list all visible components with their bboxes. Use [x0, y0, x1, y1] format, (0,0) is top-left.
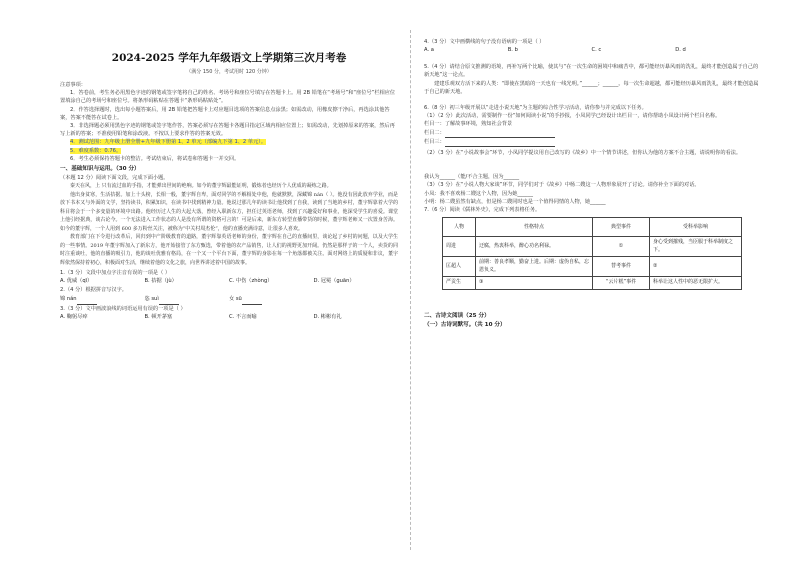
q4-options — [424, 46, 759, 55]
note-item-2: 2．作答选择题时，选出每小题答案后，用 2B 铅笔把答题卡上对应题目选项的答案信息点涂黑；如需改动，用橡皮擦干净后，再选涂其他答案，答案不能答在试卷上。 — [60, 106, 390, 121]
q4-option-c[interactable]: C. c — [591, 47, 602, 54]
q1-option-c[interactable]: C. 中伤（zhòng） — [229, 278, 273, 285]
q3-option-c[interactable]: C. 不言而喻 — [229, 313, 257, 320]
table-cell-answer[interactable]: ① — [593, 237, 650, 257]
q1-options — [60, 277, 398, 286]
exam-subtitle: （满分 150 分，考试用时 120 分钟） — [186, 69, 272, 75]
q7-table — [442, 217, 742, 290]
q3-options — [60, 313, 398, 322]
story-para-3: 教育部门在下令进行改革后，回归到中产阶级教育的道路，董宇辉靠英语老师的身份，董宇辉在自己的直播间里，谈论起了乡村的问题，以及大学生的一些事情。2019 年董宇辉加入了新东方，他开始接管了东方甄选，带着他的农产品销售，让人们的视野更加开阔。仍然是那样子的一个人，卖货的同时注重谈吐，他的直播的吸引力，他的谈吐优雅有格局，在一个又一个平台下面，董宇辉的身影在每一个角落都被关注。面对网络上的质疑和非议，董宇辉依然保持着初心，积极面对生活，继续着他的文化之旅，向世界讲述着中国的故事。 — [60, 234, 398, 266]
q2-blank-1[interactable] — [77, 295, 97, 305]
q2-blank-3[interactable] — [242, 295, 262, 305]
note-item-4 — [60, 138, 398, 146]
column-1: 栏目一：了解故事环境，熟知社会背景 — [424, 121, 513, 128]
note-item-1: 1．答卷前，考生务必用黑色字迹的钢笔或签字笔将自己的姓名、考场号和座位号填写在答题卡上。用 2B 铅笔在“考场号”和“座位号”栏相应位置填涂自己的考场号和座位号。将条形码粘贴在答题卡“条形码粘贴处”。 — [60, 90, 396, 105]
q3-option-a[interactable]: A. 鞠躬尽瘁 — [60, 313, 88, 320]
highlight-scope: 4．测试范围：九年级上册全册+九年级下册第 1、2 单元（部编九下第 1、2 单元）。 — [70, 139, 267, 146]
q5-line: 建建乐观双方活下来的人类：“即使在黑暗的一天也有一线光明。”______；______。每一次生命超越，都可能经历暴风雨洗礼，最终才能创造属于自己的新天地。 — [424, 80, 759, 95]
q2-blank-label-1: 锦 nán — [60, 295, 77, 302]
story-para-1: 秦天在风，上 只有流过血的手指，才能弹出世间的绝响。如今的董宇辉最能证明，锻炼者也经历个人优成的凝练之路。 — [70, 183, 332, 190]
note-item-5 — [60, 147, 398, 155]
q4-text: 4.（3 分）文中画横线的句子没有语病的一项是（ ） — [424, 39, 545, 45]
q2-blank-label-3: 女 sū — [229, 295, 242, 302]
table-cell: 科举让这人性中的恶无限扩大。 — [650, 277, 742, 290]
dialog-line-1[interactable]: 小凤：我不喜欢杨二嫂这个人物，因为她______ — [424, 190, 533, 197]
q6-1-text: （1）（2 分）此次活动，需要制作一份“如何阅读小说”的手抄报，小凤同学已经设计出栏目一，请你帮助小凤设计两个栏目名称。 — [424, 113, 721, 120]
q7-text: 7.（6 分）阅读《儒林外史》，完成下列表格任务。 — [424, 207, 541, 214]
table-header-row — [443, 218, 742, 237]
dialog-line-2[interactable]: 小明：杨二嫂虽然有缺点，但是杨二嫂同时也是一个值得同情的人物，她______ — [424, 198, 606, 205]
q6-2-text: （2）（3 分）在“小说故事会”环节，小凤同学提议用自己改写的《故乡》中一个情节讲述，但你认为他的方案不合主题，请说明你的看法。 — [424, 150, 742, 157]
column-3 — [424, 138, 759, 147]
exam-title: 2024-2025 学年九年级语文上学期第三次月考卷 — [111, 52, 347, 64]
table-cell-answer[interactable]: ② — [650, 257, 742, 277]
table-row — [443, 257, 742, 277]
q1-option-a[interactable]: A. 优威（qī） — [60, 278, 93, 285]
q6-3-text: （3）（3 分）在“小说人物大家谈”环节，同学们对于《故乡》中杨二嫂这一人物形象展开了讨论。请你补全下面的对话。 — [424, 182, 700, 189]
q2-text: 2.（4 分）根据拼音写汉字。 — [60, 287, 127, 294]
story-para-2: 他出身贫寒，生活拮据。加上十头榜，长相一般，董宇辉自卑，面对同学的不解相处中他，他就默默，深藏锦 nán（ ）。他没有因此放弃学业，而是放下书本又与外面的文学，坚持读书，积累知识，在读书中找到精神力量。他说过那几年的读书让他找到了自我，读到了当地的乡村，董宇辉靠着大学的科目将会于一个多变量的环境中出路。他经历过人生的大起大落，曾经入职新东方，担任过英语老师，找到了兴趣爱好和事业，他深受学生的喜爱。课堂上他引经据典，谈古论今。一个无法进入工作状态的人是没有所谓的资格可言的！可是后来，新东方转型直播带货的时候，董宇辉老师又一次置身苦海。如今的董宇辉，一个人用到 600 多万粉丝关注，被称为“中关村周杰伦”，他的直播充满诗意，让很多人喜欢。 — [60, 191, 398, 232]
part2-subheading: （一）古诗词默写。（共 10 分） — [424, 321, 506, 328]
part1-intro: （本题 12 分）阅读下面文段，完成下面小题。 — [60, 175, 169, 182]
highlight-difficulty: 5．难度系数：0.76。 — [70, 147, 122, 154]
right-column — [424, 38, 759, 330]
column-2 — [424, 129, 759, 138]
table-cell-answer[interactable]: ③ — [476, 277, 593, 290]
table-header-cell: 受科举影响 — [650, 218, 742, 237]
q3-option-d[interactable]: D. 彬彬有礼 — [313, 313, 342, 320]
q1-text: 1.（3 分）文段中加点字注音有误的一项是（ ） — [60, 270, 171, 277]
q2-blank-2[interactable] — [159, 295, 179, 305]
q6-text: 6.（8 分）初三年级开展以“走进小说天地”为主题的综合性学习活动，请你参与并完成以下任务。 — [424, 105, 647, 112]
table-cell: 周进 — [443, 237, 476, 257]
part1-heading: 一、基础知识与运用。（30 分） — [60, 166, 140, 173]
column-2-label: 栏目二： — [424, 129, 445, 136]
note-item-6: 6．考生必须保持答题卡的整洁。考试结束后，将试卷和答题卡一并交回。 — [70, 155, 240, 162]
table-row — [443, 237, 742, 257]
table-cell: 替考事件 — [593, 257, 650, 277]
part2-heading: 二、古诗文阅读（25 分） — [424, 312, 490, 319]
table-cell: “云片糕”事件 — [593, 277, 650, 290]
q3-text: 3.（3 分）文中画波浪线的词语运用有误的一项是（ ） — [60, 305, 186, 312]
table-cell: 身心受到摧残，当臣服于科举制度之下。 — [650, 237, 742, 257]
table-header-cell: 人物 — [443, 218, 476, 237]
column-3-input[interactable] — [445, 138, 555, 147]
table-cell: 严贡生 — [443, 277, 476, 290]
q4-option-d[interactable]: D. d — [675, 47, 686, 54]
q1-option-d[interactable]: D. 冠冕（guān） — [313, 278, 355, 285]
table-cell: 匡超人 — [443, 257, 476, 277]
q2-blanks — [60, 295, 398, 305]
q5-text: 5.（4 分）请结合原文推测的语境，再补写两个比喻，使其与“在一次生命的困境中和痛苦中，都可能经历暴风雨的洗礼，最终才能创造属于自己的新天地”这一论点。 — [424, 64, 759, 79]
table-header-cell: 典型事件 — [593, 218, 650, 237]
table-header-cell: 性格特点 — [476, 218, 593, 237]
q4-option-b[interactable]: B. b — [507, 47, 518, 54]
q4-option-a[interactable]: A. a — [424, 47, 434, 54]
left-column — [60, 36, 398, 322]
column-2-input[interactable] — [445, 129, 555, 138]
note-item-3: 3．非选择题必须用黑色字迹的钢笔或签字笔作答，答案必须写在答题卡各题目指定区域内相应位置上；如需改动，先划掉原来的答案，然后再写上新的答案；不准使用铅笔和涂改液。不按以上要求作答的答案无效。 — [60, 123, 395, 138]
q6-2-answer[interactable]: 我认为______（能/不合主题，因为______ — [424, 174, 520, 181]
q1-option-b[interactable]: B. 拮据（jù） — [144, 278, 177, 285]
table-cell: 前期：善良孝顺，勤奋上进。后期：虚伪自私，忘恩负义。 — [476, 257, 593, 277]
q3-option-b[interactable]: B. 顿开茅塞 — [144, 313, 173, 320]
column-divider — [410, 30, 411, 550]
column-3-label: 栏目三： — [424, 138, 445, 145]
q2-blank-label-2: 恣 suì — [144, 295, 159, 302]
table-cell: 迂腐，热衷科举，醉心功名利禄。 — [476, 237, 593, 257]
notes-heading: 注意事项： — [60, 82, 86, 88]
table-row — [443, 277, 742, 290]
